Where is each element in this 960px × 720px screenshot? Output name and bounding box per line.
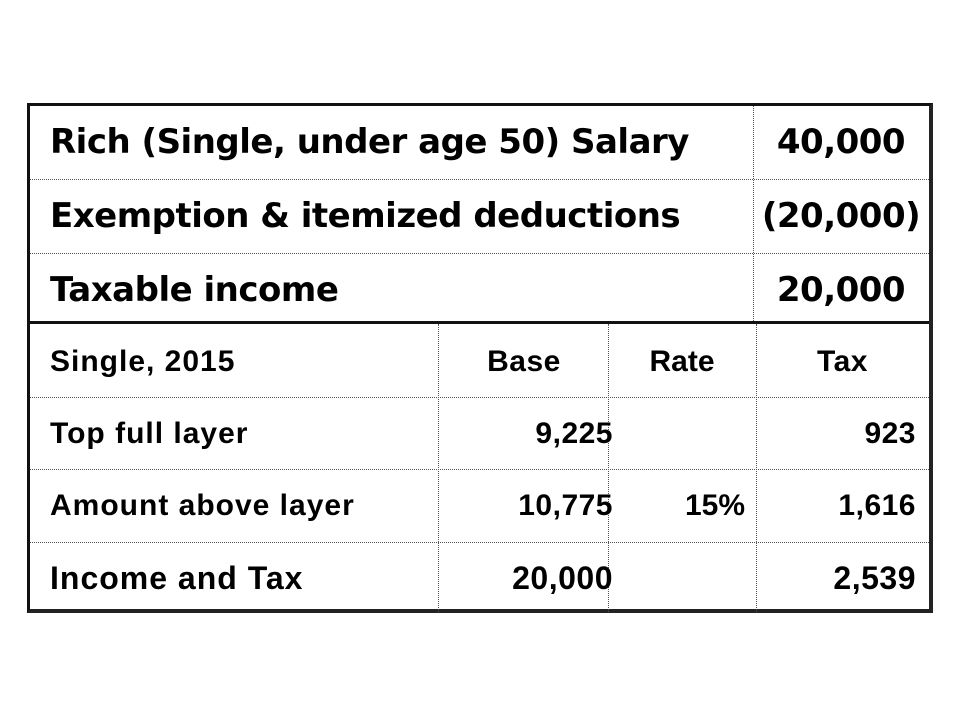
taxable-income-value: 20,000 xyxy=(776,270,906,310)
row-tax: 1,616 xyxy=(838,489,916,522)
header-single-2015: Single, 2015 xyxy=(50,345,236,378)
column-divider xyxy=(753,106,754,323)
taxable-income-label: Taxable income xyxy=(50,270,339,310)
row-base: 9,225 xyxy=(535,417,613,450)
row-rate: 15% xyxy=(684,489,745,522)
row-rate xyxy=(608,399,745,469)
row-tax: 2,539 xyxy=(833,560,916,596)
row-divider xyxy=(30,469,929,470)
header-base: Base xyxy=(487,345,561,378)
row-rate xyxy=(608,543,745,613)
row-divider xyxy=(30,397,929,398)
deductions-row xyxy=(30,180,929,253)
column-divider xyxy=(438,324,439,612)
tax-calculation-table xyxy=(27,103,933,613)
row-base: 20,000 xyxy=(512,560,613,596)
salary-row xyxy=(30,106,929,179)
row-tax: 923 xyxy=(864,417,916,450)
deductions-label: Exemption & itemized deductions xyxy=(50,196,681,236)
row-label: Top full layer xyxy=(50,417,249,450)
row-label: Income and Tax xyxy=(50,560,304,596)
deductions-value: (20,000) xyxy=(761,196,921,236)
salary-value: 40,000 xyxy=(776,122,906,162)
taxable-income-row xyxy=(30,254,929,327)
section-separator xyxy=(30,321,929,324)
header-tax: Tax xyxy=(817,345,868,378)
header-rate: Rate xyxy=(649,345,715,378)
salary-label: Rich (Single, under age 50) Salary xyxy=(50,122,689,162)
row-base: 10,775 xyxy=(518,489,613,522)
row-label: Amount above layer xyxy=(50,489,355,522)
